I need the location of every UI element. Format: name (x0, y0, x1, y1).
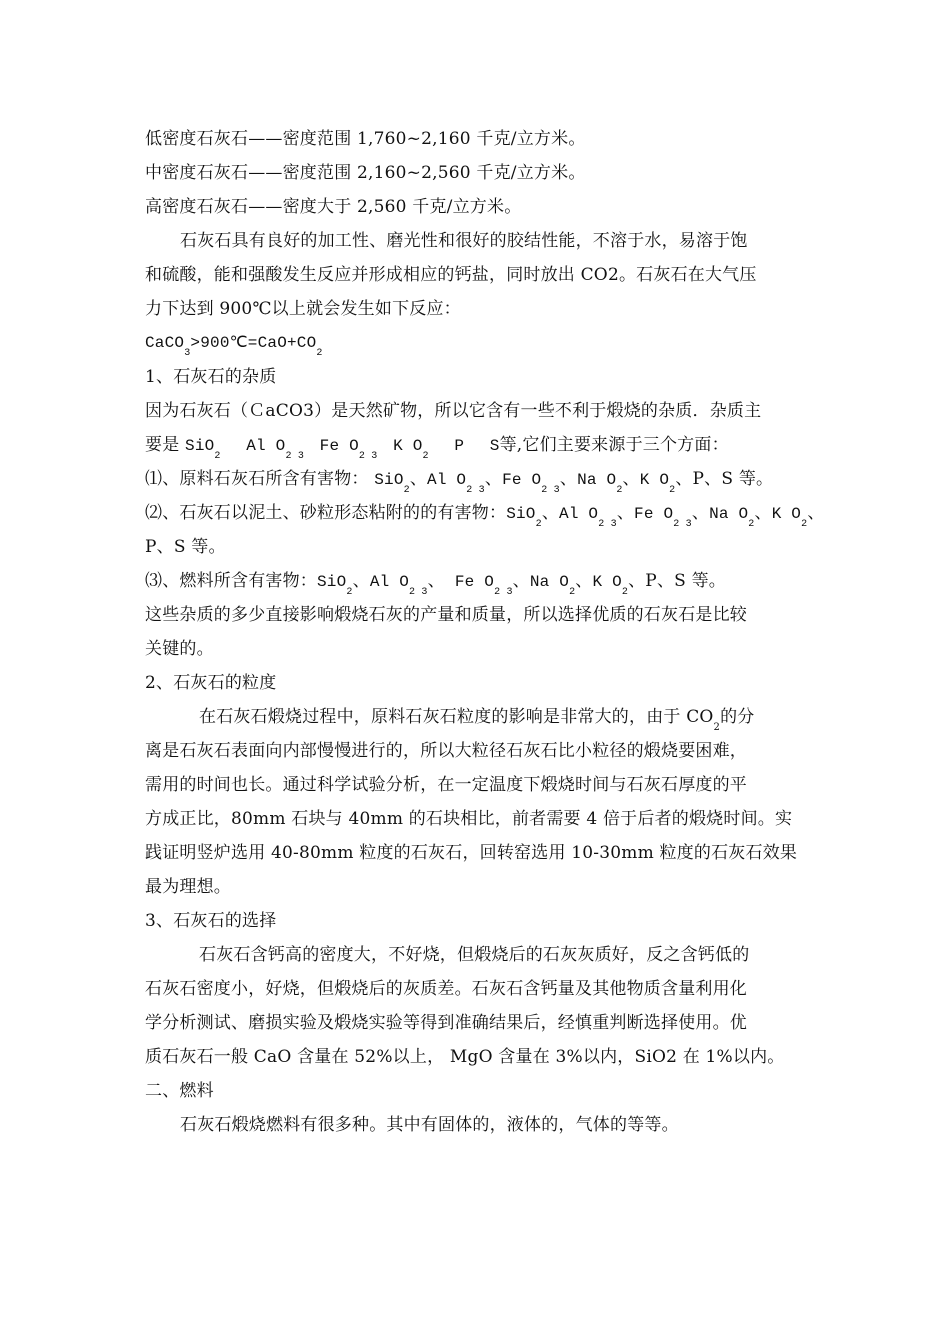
section2-line-1: 在石灰石煅烧过程中，原料石灰石粒度的影响是非常大的，由于 $CO_2$的分 (199, 707, 755, 733)
section1-item-3: ⑶、燃料所含有害物：SiO$_2$、Al $O_{2 3}$、 Fe $O_{2 3}$、Na $O_2$、K $O_2$、P、S 等。 (145, 571, 726, 598)
section1-item-1: ⑴、原料石灰石所含有害物： SiO$_2$、Al $O_{2 3}$、Fe $O_{2 3}$、Na $O_2$、K $O_2$、P、S 等。 (145, 469, 774, 496)
section1-item-2-cont: P、S 等。 (145, 537, 226, 557)
section2-line-3: 需用的时间也长。通过科学试验分析，在一定温度下煅烧时间与石灰石厚度的平 (145, 775, 747, 795)
fuel-heading: 二、燃料 (145, 1081, 214, 1101)
section1-conclusion-1: 这些杂质的多少直接影响煅烧石灰的产量和质量，所以选择优质的石灰石是比较 (145, 605, 747, 625)
density-high-line: 高密度石灰石——密度大于 2,560 千克/立方米。 (145, 197, 522, 217)
section3-line-4: 质石灰石一般 CaO 含量在 52%以上， MgO 含量在 3%以内，SiO2 在 1%以内。 (145, 1047, 785, 1067)
properties-line-1: 石灰石具有良好的加工性、磨光性和很好的胶结性能，不溶于水，易溶于饱 (180, 231, 748, 251)
reaction-left: CaCO (145, 334, 185, 352)
section2-line-2: 离是石灰石表面向内部慢慢进行的，所以大粒径石灰石比小粒径的煅烧要困难， (145, 741, 747, 761)
reaction-left-sub: 3 (184, 348, 191, 359)
reaction-condition: >900℃=CaO+CO (190, 334, 317, 352)
fuel-line: 石灰石煅烧燃料有很多种。其中有固体的，液体的，气体的等等。 (180, 1115, 679, 1135)
chem-fe2o3: Fe $O_{2 3}$ (319, 437, 378, 462)
section2-line-6: 最为理想。 (145, 877, 231, 897)
section2-heading: 2、石灰石的粒度 (145, 673, 277, 693)
chem-al2o3: Al $O_{2 3}$ (246, 437, 305, 462)
properties-line-2: 和硫酸，能和强酸发生反应并形成相应的钙盐，同时放出 CO2。石灰石在大气压 (145, 265, 757, 285)
section3-line-1: 石灰石含钙高的密度大，不好烧，但煅烧后的石灰灰质好，反之含钙低的 (199, 945, 750, 965)
density-low-line: 低密度石灰石——密度范围 1,760~2,160 千克/立方米。 (145, 129, 586, 149)
section2-line-4: 方成正比，80mm 石块与 40mm 的石块相比，前者需要 4 倍于后者的煅烧时间。实 (145, 809, 793, 829)
chem-sio2: SiO$_2$ (185, 437, 221, 462)
chem-s: S (489, 437, 500, 455)
section2-line-5: 践证明竖炉选用 40-80mm 粒度的石灰石，回转窑选用 10-30mm 粒度的石灰石效果 (145, 843, 798, 863)
section3-heading: 3、石灰石的选择 (145, 911, 277, 931)
reaction-equation (145, 326, 810, 360)
section1-intro-line-2 (145, 428, 810, 462)
density-medium-line: 中密度石灰石——密度范围 2,160~2,560 千克/立方米。 (145, 163, 586, 183)
section1-intro-line-1: 因为石灰石（ＣaCO3）是天然矿物，所以它含有一些不利于煅烧的杂质．杂质主 (145, 401, 762, 421)
intro-suffix: 等,它们主要来源于三个方面： (499, 435, 729, 455)
section1-conclusion-2: 关键的。 (145, 639, 214, 659)
document-page (145, 122, 825, 1142)
section3-line-2: 石灰石密度小，好烧，但煅烧后的灰质差。石灰石含钙量及其他物质含量利用化 (145, 979, 747, 999)
chem-p: P (454, 437, 465, 455)
chem-k2o: K $O_2$ (393, 437, 429, 462)
properties-line-3: 力下达到 900℃以上就会发生如下反应： (145, 299, 461, 319)
intro-prefix: 要是 (145, 435, 180, 455)
section3-line-3: 学分析测试、磨损实验及煅烧实验等得到准确结果后，经慎重判断选择使用。优 (145, 1013, 747, 1033)
section1-heading: 1、石灰石的杂质 (145, 367, 277, 387)
section1-item-2: ⑵、石灰石以泥土、砂粒形态粘附的的有害物：SiO$_2$、Al $O_{2 3}$、Fe $O_{2 3}$、Na $O_2$、K $O_2$、 (145, 503, 825, 530)
reaction-right-sub: 2 (316, 348, 323, 359)
